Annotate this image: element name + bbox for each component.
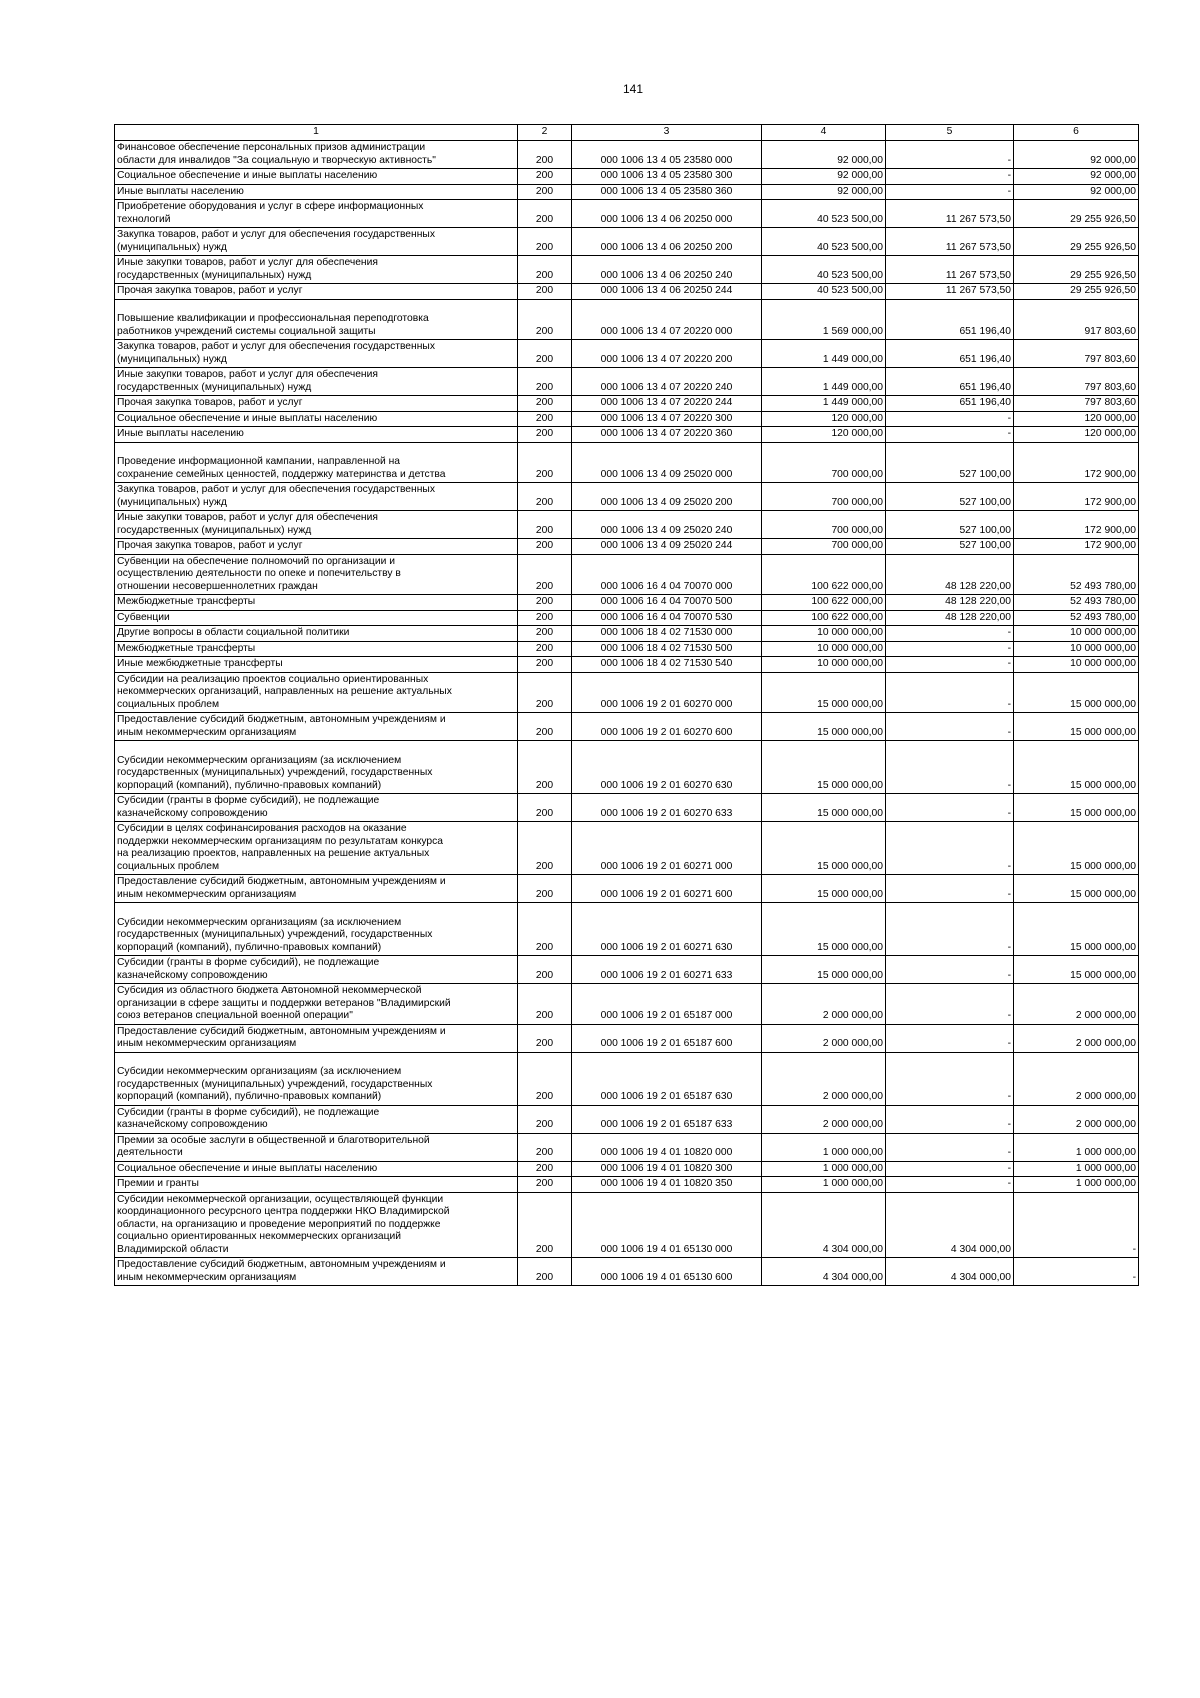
table-row xyxy=(115,554,1139,595)
row-value-col6: 10 000 000,00 xyxy=(1014,641,1139,657)
row-admin-code: 200 xyxy=(518,595,572,611)
row-admin-code: 200 xyxy=(518,427,572,443)
row-name: Социальное обеспечение и иные выплаты населению xyxy=(115,1161,518,1177)
row-value-col6: 797 803,60 xyxy=(1014,396,1139,412)
row-value-col5: - xyxy=(886,184,1014,200)
row-value-col5: 651 196,40 xyxy=(886,368,1014,396)
row-value-col4: 4 304 000,00 xyxy=(762,1258,886,1286)
row-value-col6: 15 000 000,00 xyxy=(1014,672,1139,713)
row-value-col6: 1 000 000,00 xyxy=(1014,1133,1139,1161)
row-name: Иные закупки товаров, работ и услуг для обеспечения государственных (муниципальных) нужд xyxy=(115,256,518,284)
row-value-col4: 15 000 000,00 xyxy=(762,713,886,741)
row-admin-code: 200 xyxy=(518,299,572,340)
row-admin-code: 200 xyxy=(518,956,572,984)
column-header: 4 xyxy=(762,125,886,141)
row-value-col6: 52 493 780,00 xyxy=(1014,595,1139,611)
row-name: Субсидии (гранты в форме субсидий), не подлежащие казначейскому сопровождению xyxy=(115,794,518,822)
row-admin-code: 200 xyxy=(518,657,572,673)
column-header: 3 xyxy=(572,125,762,141)
row-budget-code: 000 1006 19 2 01 60271 630 xyxy=(572,903,762,956)
row-admin-code: 200 xyxy=(518,256,572,284)
row-name: Прочая закупка товаров, работ и услуг xyxy=(115,284,518,300)
row-budget-code: 000 1006 18 4 02 71530 500 xyxy=(572,641,762,657)
table-row xyxy=(115,284,1139,300)
row-value-col5: - xyxy=(886,1161,1014,1177)
row-value-col6: 15 000 000,00 xyxy=(1014,956,1139,984)
row-value-col5: - xyxy=(886,1052,1014,1105)
row-value-col4: 2 000 000,00 xyxy=(762,1052,886,1105)
row-value-col5: - xyxy=(886,956,1014,984)
row-value-col6: 1 000 000,00 xyxy=(1014,1161,1139,1177)
row-value-col5: - xyxy=(886,1177,1014,1193)
row-value-col4: 10 000 000,00 xyxy=(762,626,886,642)
row-value-col5: 48 128 220,00 xyxy=(886,554,1014,595)
row-value-col5: 48 128 220,00 xyxy=(886,610,1014,626)
row-admin-code: 200 xyxy=(518,184,572,200)
row-budget-code: 000 1006 19 2 01 65187 600 xyxy=(572,1024,762,1052)
row-budget-code: 000 1006 13 4 06 20250 200 xyxy=(572,228,762,256)
row-value-col5: 651 196,40 xyxy=(886,340,1014,368)
row-value-col5: - xyxy=(886,1105,1014,1133)
row-admin-code: 200 xyxy=(518,626,572,642)
row-name: Субсидии некоммерческим организациям (за исключением государственных (муниципальных) учреждений, государственных корпораций (компаний), публично-правовых компаний) xyxy=(115,903,518,956)
column-header: 6 xyxy=(1014,125,1139,141)
row-value-col4: 15 000 000,00 xyxy=(762,956,886,984)
row-value-col4: 1 449 000,00 xyxy=(762,396,886,412)
row-value-col4: 15 000 000,00 xyxy=(762,672,886,713)
row-budget-code: 000 1006 13 4 07 20220 360 xyxy=(572,427,762,443)
row-budget-code: 000 1006 19 2 01 60270 633 xyxy=(572,794,762,822)
row-value-col6: 797 803,60 xyxy=(1014,340,1139,368)
row-admin-code: 200 xyxy=(518,411,572,427)
row-value-col4: 1 569 000,00 xyxy=(762,299,886,340)
row-value-col5: - xyxy=(886,169,1014,185)
row-value-col4: 2 000 000,00 xyxy=(762,984,886,1025)
row-admin-code: 200 xyxy=(518,169,572,185)
row-name: Субсидии некоммерческой организации, осуществляющей функции координационного ресурсного центра поддержки НКО Владимирской области, на организацию и проведение мероприятий по поддержке социально ориентированных некоммерческих организаций Владимирской области xyxy=(115,1192,518,1258)
row-name: Проведение информационной кампании, направленной на сохранение семейных ценностей, поддержку материнства и детства xyxy=(115,442,518,483)
row-value-col6: 15 000 000,00 xyxy=(1014,794,1139,822)
row-value-col6: 15 000 000,00 xyxy=(1014,903,1139,956)
row-value-col4: 1 449 000,00 xyxy=(762,340,886,368)
row-name: Субсидии (гранты в форме субсидий), не подлежащие казначейскому сопровождению xyxy=(115,1105,518,1133)
row-name: Прочая закупка товаров, работ и услуг xyxy=(115,539,518,555)
column-header: 1 xyxy=(115,125,518,141)
table-row xyxy=(115,511,1139,539)
row-budget-code: 000 1006 16 4 04 70070 500 xyxy=(572,595,762,611)
row-name: Субсидии в целях софинансирования расходов на оказание поддержки некоммерческим организациям по результатам конкурса на реализацию проектов, направленных на решение актуальных социальных проблем xyxy=(115,822,518,875)
row-admin-code: 200 xyxy=(518,539,572,555)
row-admin-code: 200 xyxy=(518,610,572,626)
row-value-col5: - xyxy=(886,141,1014,169)
row-value-col5: - xyxy=(886,626,1014,642)
row-admin-code: 200 xyxy=(518,396,572,412)
row-value-col5: - xyxy=(886,984,1014,1025)
row-budget-code: 000 1006 19 4 01 10820 350 xyxy=(572,1177,762,1193)
row-name: Субсидии (гранты в форме субсидий), не подлежащие казначейскому сопровождению xyxy=(115,956,518,984)
row-admin-code: 200 xyxy=(518,903,572,956)
row-budget-code: 000 1006 13 4 07 20220 200 xyxy=(572,340,762,368)
row-value-col6: 172 900,00 xyxy=(1014,539,1139,555)
table-row xyxy=(115,610,1139,626)
column-header: 2 xyxy=(518,125,572,141)
row-admin-code: 200 xyxy=(518,284,572,300)
row-value-col4: 92 000,00 xyxy=(762,141,886,169)
row-value-col4: 700 000,00 xyxy=(762,539,886,555)
row-budget-code: 000 1006 19 2 01 65187 000 xyxy=(572,984,762,1025)
row-budget-code: 000 1006 19 2 01 60270 600 xyxy=(572,713,762,741)
table-row xyxy=(115,184,1139,200)
row-budget-code: 000 1006 13 4 06 20250 240 xyxy=(572,256,762,284)
row-value-col4: 40 523 500,00 xyxy=(762,200,886,228)
table-row xyxy=(115,442,1139,483)
row-name: Межбюджетные трансферты xyxy=(115,595,518,611)
table-row xyxy=(115,200,1139,228)
row-name: Приобретение оборудования и услуг в сфере информационных технологий xyxy=(115,200,518,228)
row-budget-code: 000 1006 19 4 01 10820 000 xyxy=(572,1133,762,1161)
row-value-col4: 700 000,00 xyxy=(762,511,886,539)
row-value-col6: 92 000,00 xyxy=(1014,169,1139,185)
row-value-col5: - xyxy=(886,411,1014,427)
row-value-col5: 4 304 000,00 xyxy=(886,1258,1014,1286)
row-value-col5: 527 100,00 xyxy=(886,539,1014,555)
row-value-col4: 1 449 000,00 xyxy=(762,368,886,396)
table-row xyxy=(115,1258,1139,1286)
row-name: Другие вопросы в области социальной политики xyxy=(115,626,518,642)
row-value-col6: 172 900,00 xyxy=(1014,511,1139,539)
row-value-col6: 29 255 926,50 xyxy=(1014,228,1139,256)
row-value-col4: 100 622 000,00 xyxy=(762,554,886,595)
row-admin-code: 200 xyxy=(518,340,572,368)
row-budget-code: 000 1006 19 4 01 65130 600 xyxy=(572,1258,762,1286)
row-value-col5: - xyxy=(886,657,1014,673)
row-name: Предоставление субсидий бюджетным, автономным учреждениям и иным некоммерческим организациям xyxy=(115,1024,518,1052)
row-budget-code: 000 1006 13 4 06 20250 244 xyxy=(572,284,762,300)
row-value-col4: 10 000 000,00 xyxy=(762,657,886,673)
row-value-col6: 29 255 926,50 xyxy=(1014,284,1139,300)
row-value-col5: 4 304 000,00 xyxy=(886,1192,1014,1258)
table-row xyxy=(115,1105,1139,1133)
row-name: Субсидии на реализацию проектов социально ориентированных некоммерческих организаций, направленных на решение актуальных социальных проблем xyxy=(115,672,518,713)
row-value-col4: 40 523 500,00 xyxy=(762,256,886,284)
table-row xyxy=(115,641,1139,657)
row-name: Субвенции на обеспечение полномочий по организации и осуществлению деятельности по опеке и попечительству в отношении несовершеннолетних граждан xyxy=(115,554,518,595)
table-row xyxy=(115,626,1139,642)
table-row xyxy=(115,956,1139,984)
table-row xyxy=(115,340,1139,368)
row-admin-code: 200 xyxy=(518,984,572,1025)
row-admin-code: 200 xyxy=(518,1024,572,1052)
row-value-col6: 797 803,60 xyxy=(1014,368,1139,396)
row-value-col4: 15 000 000,00 xyxy=(762,903,886,956)
row-value-col6: 52 493 780,00 xyxy=(1014,610,1139,626)
row-value-col6: 2 000 000,00 xyxy=(1014,1024,1139,1052)
table-header-row xyxy=(115,125,1139,141)
row-admin-code: 200 xyxy=(518,200,572,228)
row-value-col5: - xyxy=(886,1133,1014,1161)
row-value-col6: - xyxy=(1014,1258,1139,1286)
row-name: Субсидия из областного бюджета Автономной некоммерческой организации в сфере защиты и поддержки ветеранов "Владимирский союз ветеранов специальной военной операции" xyxy=(115,984,518,1025)
row-value-col6: 120 000,00 xyxy=(1014,411,1139,427)
row-value-col4: 15 000 000,00 xyxy=(762,741,886,794)
row-value-col6: 29 255 926,50 xyxy=(1014,256,1139,284)
row-value-col6: 120 000,00 xyxy=(1014,427,1139,443)
row-budget-code: 000 1006 13 4 09 25020 240 xyxy=(572,511,762,539)
row-value-col5: - xyxy=(886,875,1014,903)
row-value-col6: 917 803,60 xyxy=(1014,299,1139,340)
table-row xyxy=(115,1052,1139,1105)
row-value-col5: 651 196,40 xyxy=(886,396,1014,412)
row-name: Повышение квалификации и профессиональная переподготовка работников учреждений системы социальной защиты xyxy=(115,299,518,340)
row-budget-code: 000 1006 13 4 09 25020 200 xyxy=(572,483,762,511)
row-value-col6: 2 000 000,00 xyxy=(1014,1105,1139,1133)
table-row xyxy=(115,672,1139,713)
row-admin-code: 200 xyxy=(518,228,572,256)
row-admin-code: 200 xyxy=(518,713,572,741)
row-budget-code: 000 1006 13 4 05 23580 000 xyxy=(572,141,762,169)
row-value-col4: 700 000,00 xyxy=(762,442,886,483)
row-value-col4: 92 000,00 xyxy=(762,169,886,185)
table-row xyxy=(115,228,1139,256)
row-admin-code: 200 xyxy=(518,875,572,903)
row-value-col5: - xyxy=(886,903,1014,956)
row-value-col6: 10 000 000,00 xyxy=(1014,626,1139,642)
row-admin-code: 200 xyxy=(518,641,572,657)
row-value-col6: 1 000 000,00 xyxy=(1014,1177,1139,1193)
row-value-col6: 52 493 780,00 xyxy=(1014,554,1139,595)
row-value-col5: 527 100,00 xyxy=(886,442,1014,483)
row-name: Субвенции xyxy=(115,610,518,626)
row-budget-code: 000 1006 13 4 09 25020 244 xyxy=(572,539,762,555)
row-value-col6: 10 000 000,00 xyxy=(1014,657,1139,673)
row-name: Субсидии некоммерческим организациям (за исключением государственных (муниципальных) учреждений, государственных корпораций (компаний), публично-правовых компаний) xyxy=(115,741,518,794)
row-value-col6: 172 900,00 xyxy=(1014,442,1139,483)
row-value-col6: 15 000 000,00 xyxy=(1014,741,1139,794)
row-name: Иные закупки товаров, работ и услуг для обеспечения государственных (муниципальных) нужд xyxy=(115,368,518,396)
row-name: Предоставление субсидий бюджетным, автономным учреждениям и иным некоммерческим организациям xyxy=(115,1258,518,1286)
row-name: Премии за особые заслуги в общественной и благотворительной деятельности xyxy=(115,1133,518,1161)
row-budget-code: 000 1006 13 4 07 20220 300 xyxy=(572,411,762,427)
column-header: 5 xyxy=(886,125,1014,141)
table-row xyxy=(115,1024,1139,1052)
table-row xyxy=(115,794,1139,822)
row-value-col5: 11 267 573,50 xyxy=(886,284,1014,300)
row-budget-code: 000 1006 13 4 09 25020 000 xyxy=(572,442,762,483)
row-value-col4: 100 622 000,00 xyxy=(762,610,886,626)
table-row xyxy=(115,427,1139,443)
row-budget-code: 000 1006 19 2 01 65187 633 xyxy=(572,1105,762,1133)
row-value-col4: 40 523 500,00 xyxy=(762,228,886,256)
row-value-col5: 11 267 573,50 xyxy=(886,200,1014,228)
row-value-col6: 29 255 926,50 xyxy=(1014,200,1139,228)
row-budget-code: 000 1006 19 2 01 65187 630 xyxy=(572,1052,762,1105)
row-value-col4: 40 523 500,00 xyxy=(762,284,886,300)
row-value-col5: 11 267 573,50 xyxy=(886,256,1014,284)
table-row xyxy=(115,539,1139,555)
row-admin-code: 200 xyxy=(518,1133,572,1161)
row-budget-code: 000 1006 13 4 07 20220 244 xyxy=(572,396,762,412)
row-value-col4: 1 000 000,00 xyxy=(762,1161,886,1177)
row-admin-code: 200 xyxy=(518,511,572,539)
row-name: Субсидии некоммерческим организациям (за исключением государственных (муниципальных) учреждений, государственных корпораций (компаний), публично-правовых компаний) xyxy=(115,1052,518,1105)
row-value-col5: - xyxy=(886,641,1014,657)
row-budget-code: 000 1006 16 4 04 70070 000 xyxy=(572,554,762,595)
row-value-col5: 527 100,00 xyxy=(886,483,1014,511)
table-row xyxy=(115,169,1139,185)
row-value-col6: 92 000,00 xyxy=(1014,141,1139,169)
row-budget-code: 000 1006 19 2 01 60271 600 xyxy=(572,875,762,903)
row-admin-code: 200 xyxy=(518,483,572,511)
row-admin-code: 200 xyxy=(518,1052,572,1105)
row-admin-code: 200 xyxy=(518,1161,572,1177)
row-value-col6: 15 000 000,00 xyxy=(1014,875,1139,903)
row-admin-code: 200 xyxy=(518,368,572,396)
row-admin-code: 200 xyxy=(518,141,572,169)
row-name: Закупка товаров, работ и услуг для обеспечения государственных (муниципальных) нужд xyxy=(115,483,518,511)
row-budget-code: 000 1006 19 4 01 10820 300 xyxy=(572,1161,762,1177)
row-value-col6: 15 000 000,00 xyxy=(1014,822,1139,875)
row-name: Закупка товаров, работ и услуг для обеспечения государственных (муниципальных) нужд xyxy=(115,340,518,368)
row-value-col4: 700 000,00 xyxy=(762,483,886,511)
row-budget-code: 000 1006 16 4 04 70070 530 xyxy=(572,610,762,626)
row-name: Социальное обеспечение и иные выплаты населению xyxy=(115,169,518,185)
row-budget-code: 000 1006 19 2 01 60271 000 xyxy=(572,822,762,875)
row-budget-code: 000 1006 13 4 07 20220 000 xyxy=(572,299,762,340)
table-row xyxy=(115,256,1139,284)
row-name: Предоставление субсидий бюджетным, автономным учреждениям и иным некоммерческим организациям xyxy=(115,713,518,741)
row-budget-code: 000 1006 19 2 01 60271 633 xyxy=(572,956,762,984)
row-value-col5: 11 267 573,50 xyxy=(886,228,1014,256)
row-budget-code: 000 1006 19 2 01 60270 630 xyxy=(572,741,762,794)
table-row xyxy=(115,713,1139,741)
row-name: Финансовое обеспечение персональных призов администрации области для инвалидов "За социальную и творческую активность" xyxy=(115,141,518,169)
table-row xyxy=(115,483,1139,511)
table-row xyxy=(115,1161,1139,1177)
table-row xyxy=(115,1133,1139,1161)
table-row xyxy=(115,657,1139,673)
table-row xyxy=(115,903,1139,956)
row-admin-code: 200 xyxy=(518,1192,572,1258)
row-value-col4: 4 304 000,00 xyxy=(762,1192,886,1258)
row-value-col4: 10 000 000,00 xyxy=(762,641,886,657)
row-value-col5: 527 100,00 xyxy=(886,511,1014,539)
row-value-col5: - xyxy=(886,741,1014,794)
row-value-col6: 92 000,00 xyxy=(1014,184,1139,200)
row-value-col4: 2 000 000,00 xyxy=(762,1024,886,1052)
row-value-col4: 2 000 000,00 xyxy=(762,1105,886,1133)
row-budget-code: 000 1006 18 4 02 71530 000 xyxy=(572,626,762,642)
table-row xyxy=(115,875,1139,903)
row-value-col4: 92 000,00 xyxy=(762,184,886,200)
row-value-col5: - xyxy=(886,427,1014,443)
budget-table xyxy=(114,124,1139,1286)
table-body xyxy=(115,141,1139,1286)
page-number: 141 xyxy=(622,82,644,96)
row-value-col4: 15 000 000,00 xyxy=(762,794,886,822)
row-value-col6: 2 000 000,00 xyxy=(1014,984,1139,1025)
row-admin-code: 200 xyxy=(518,442,572,483)
row-value-col6: 15 000 000,00 xyxy=(1014,713,1139,741)
row-budget-code: 000 1006 13 4 06 20250 000 xyxy=(572,200,762,228)
table-row xyxy=(115,984,1139,1025)
row-budget-code: 000 1006 13 4 05 23580 360 xyxy=(572,184,762,200)
row-value-col5: - xyxy=(886,672,1014,713)
row-admin-code: 200 xyxy=(518,1177,572,1193)
row-budget-code: 000 1006 19 2 01 60270 000 xyxy=(572,672,762,713)
table-row xyxy=(115,299,1139,340)
table-row xyxy=(115,741,1139,794)
table-row xyxy=(115,141,1139,169)
row-name: Иные межбюджетные трансферты xyxy=(115,657,518,673)
row-admin-code: 200 xyxy=(518,1258,572,1286)
table-row xyxy=(115,411,1139,427)
table-row xyxy=(115,368,1139,396)
row-value-col5: - xyxy=(886,713,1014,741)
row-budget-code: 000 1006 13 4 05 23580 300 xyxy=(572,169,762,185)
table-row xyxy=(115,822,1139,875)
row-name: Иные выплаты населению xyxy=(115,184,518,200)
row-name: Премии и гранты xyxy=(115,1177,518,1193)
row-value-col5: 48 128 220,00 xyxy=(886,595,1014,611)
row-name: Иные закупки товаров, работ и услуг для обеспечения государственных (муниципальных) нужд xyxy=(115,511,518,539)
row-admin-code: 200 xyxy=(518,822,572,875)
row-value-col4: 120 000,00 xyxy=(762,411,886,427)
row-name: Прочая закупка товаров, работ и услуг xyxy=(115,396,518,412)
row-value-col5: - xyxy=(886,822,1014,875)
row-name: Иные выплаты населению xyxy=(115,427,518,443)
row-value-col4: 15 000 000,00 xyxy=(762,822,886,875)
row-value-col4: 100 622 000,00 xyxy=(762,595,886,611)
row-value-col4: 120 000,00 xyxy=(762,427,886,443)
row-budget-code: 000 1006 18 4 02 71530 540 xyxy=(572,657,762,673)
row-value-col6: - xyxy=(1014,1192,1139,1258)
table-row xyxy=(115,595,1139,611)
row-value-col4: 1 000 000,00 xyxy=(762,1177,886,1193)
row-name: Закупка товаров, работ и услуг для обеспечения государственных (муниципальных) нужд xyxy=(115,228,518,256)
row-value-col6: 172 900,00 xyxy=(1014,483,1139,511)
row-admin-code: 200 xyxy=(518,554,572,595)
row-value-col5: 651 196,40 xyxy=(886,299,1014,340)
row-admin-code: 200 xyxy=(518,741,572,794)
row-value-col5: - xyxy=(886,1024,1014,1052)
row-budget-code: 000 1006 13 4 07 20220 240 xyxy=(572,368,762,396)
row-admin-code: 200 xyxy=(518,794,572,822)
row-name: Межбюджетные трансферты xyxy=(115,641,518,657)
table-row xyxy=(115,1177,1139,1193)
table-row xyxy=(115,1192,1139,1258)
table-row xyxy=(115,396,1139,412)
row-name: Социальное обеспечение и иные выплаты населению xyxy=(115,411,518,427)
row-budget-code: 000 1006 19 4 01 65130 000 xyxy=(572,1192,762,1258)
row-value-col4: 15 000 000,00 xyxy=(762,875,886,903)
row-admin-code: 200 xyxy=(518,1105,572,1133)
row-value-col5: - xyxy=(886,794,1014,822)
row-admin-code: 200 xyxy=(518,672,572,713)
row-name: Предоставление субсидий бюджетным, автономным учреждениям и иным некоммерческим организациям xyxy=(115,875,518,903)
row-value-col6: 2 000 000,00 xyxy=(1014,1052,1139,1105)
row-value-col4: 1 000 000,00 xyxy=(762,1133,886,1161)
